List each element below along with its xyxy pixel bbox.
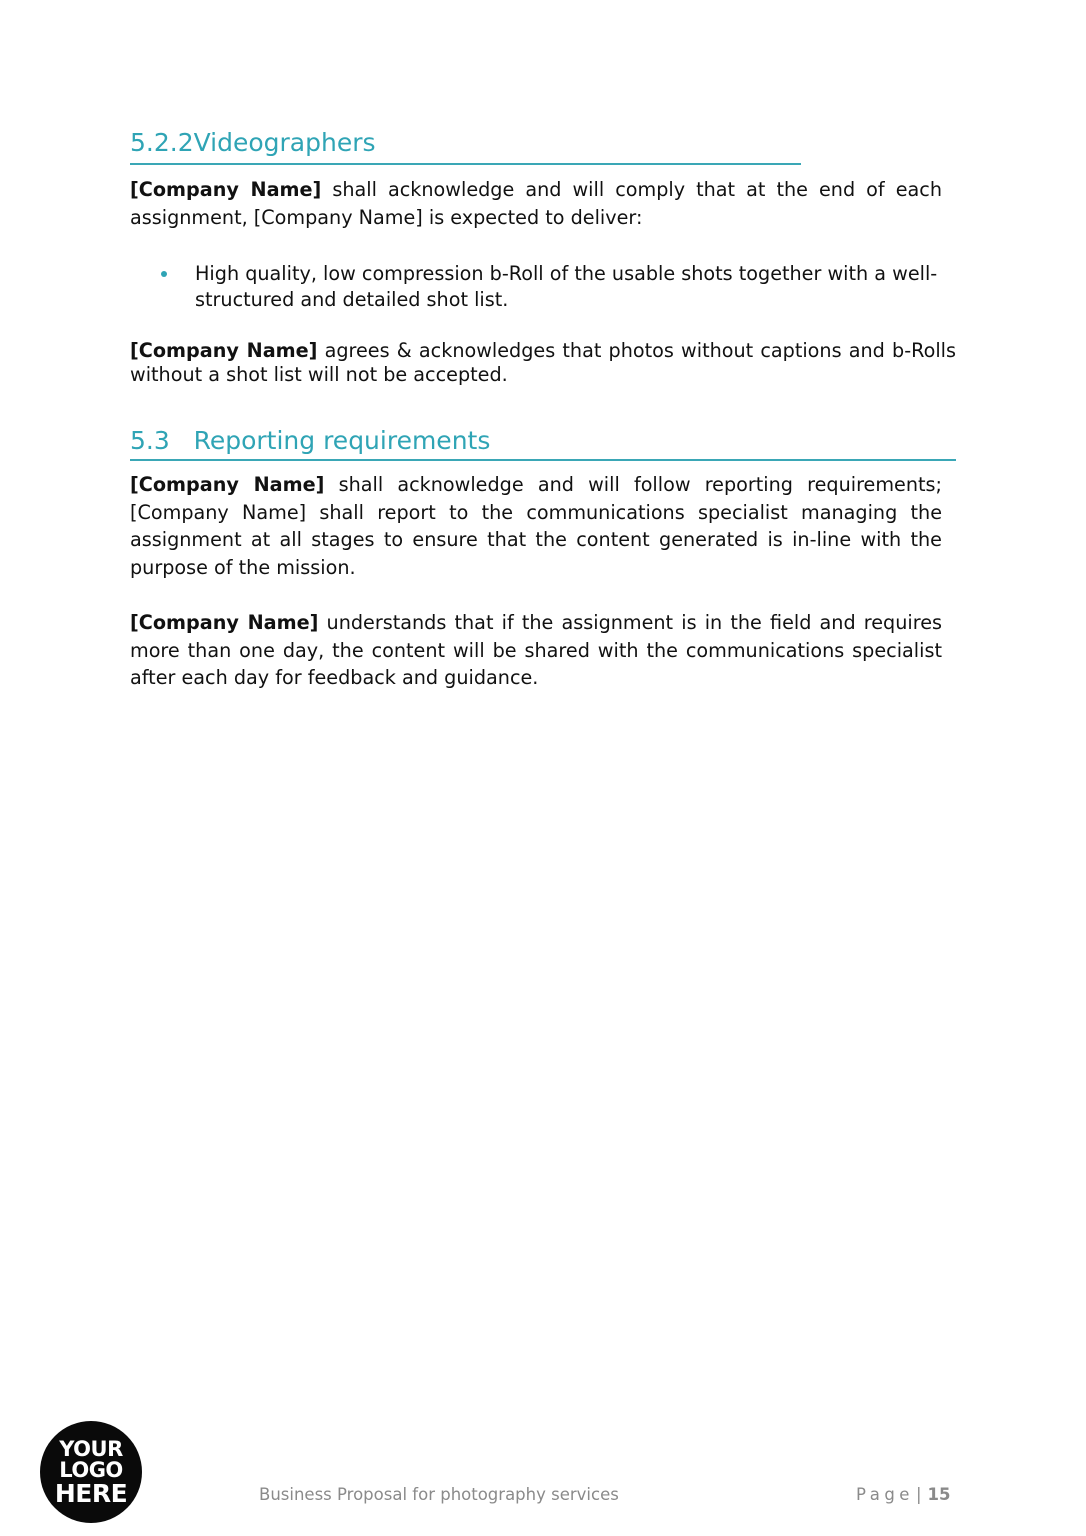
section-heading-videographers: 5.2.2Videographers bbox=[130, 128, 376, 157]
paragraph-text: agrees & acknowledges that photos without captions and b-Rolls without a shot list will not be accepted. bbox=[130, 339, 956, 386]
paragraph-text: shall acknowledge and will follow reporting requirements; [Company Name] shall report to the communications specialist managing the assignment at all stages to ensure that the content generated is in-line with the purpose of the mission. bbox=[130, 473, 942, 579]
company-name-bold: [Company Name] bbox=[130, 611, 319, 634]
logo-text-line: YOUR bbox=[59, 1436, 123, 1461]
section-heading-reporting-requirements: 5.3 Reporting requirements bbox=[130, 426, 491, 455]
page-separator: | bbox=[915, 1485, 922, 1504]
paragraph-field-assignment bbox=[130, 609, 942, 692]
company-name-bold: [Company Name] bbox=[130, 178, 322, 201]
bullet-text: High quality, low compression b-Roll of the usable shots together with a well-structured and detailed shot list. bbox=[195, 262, 938, 311]
heading-underline bbox=[130, 459, 956, 461]
company-name-bold: [Company Name] bbox=[130, 473, 325, 496]
footer-document-title: Business Proposal for photography services bbox=[259, 1485, 619, 1504]
footer-page-number bbox=[856, 1485, 950, 1504]
paragraph-text: shall acknowledge and will comply that at the end of each assignment, [Company Name] is expected to deliver: bbox=[130, 178, 942, 229]
company-name-bold: [Company Name] bbox=[130, 339, 318, 362]
logo-text-line: LOGO bbox=[59, 1457, 123, 1482]
paragraph-text: understands that if the assignment is in the field and requires more than one day, the content will be shared with the communications specialist after each day for feedback and guidance. bbox=[130, 611, 942, 689]
bullet-icon bbox=[161, 271, 167, 277]
company-logo bbox=[40, 1421, 142, 1523]
paragraph-reporting-requirements bbox=[130, 471, 942, 581]
logo-text-line: HERE bbox=[54, 1478, 128, 1508]
heading-underline bbox=[130, 163, 801, 165]
page-number: 15 bbox=[927, 1485, 951, 1504]
page-label: Page bbox=[856, 1485, 914, 1504]
paragraph-videographers-intro bbox=[130, 176, 942, 231]
paragraph-videographers-closing bbox=[130, 339, 956, 387]
